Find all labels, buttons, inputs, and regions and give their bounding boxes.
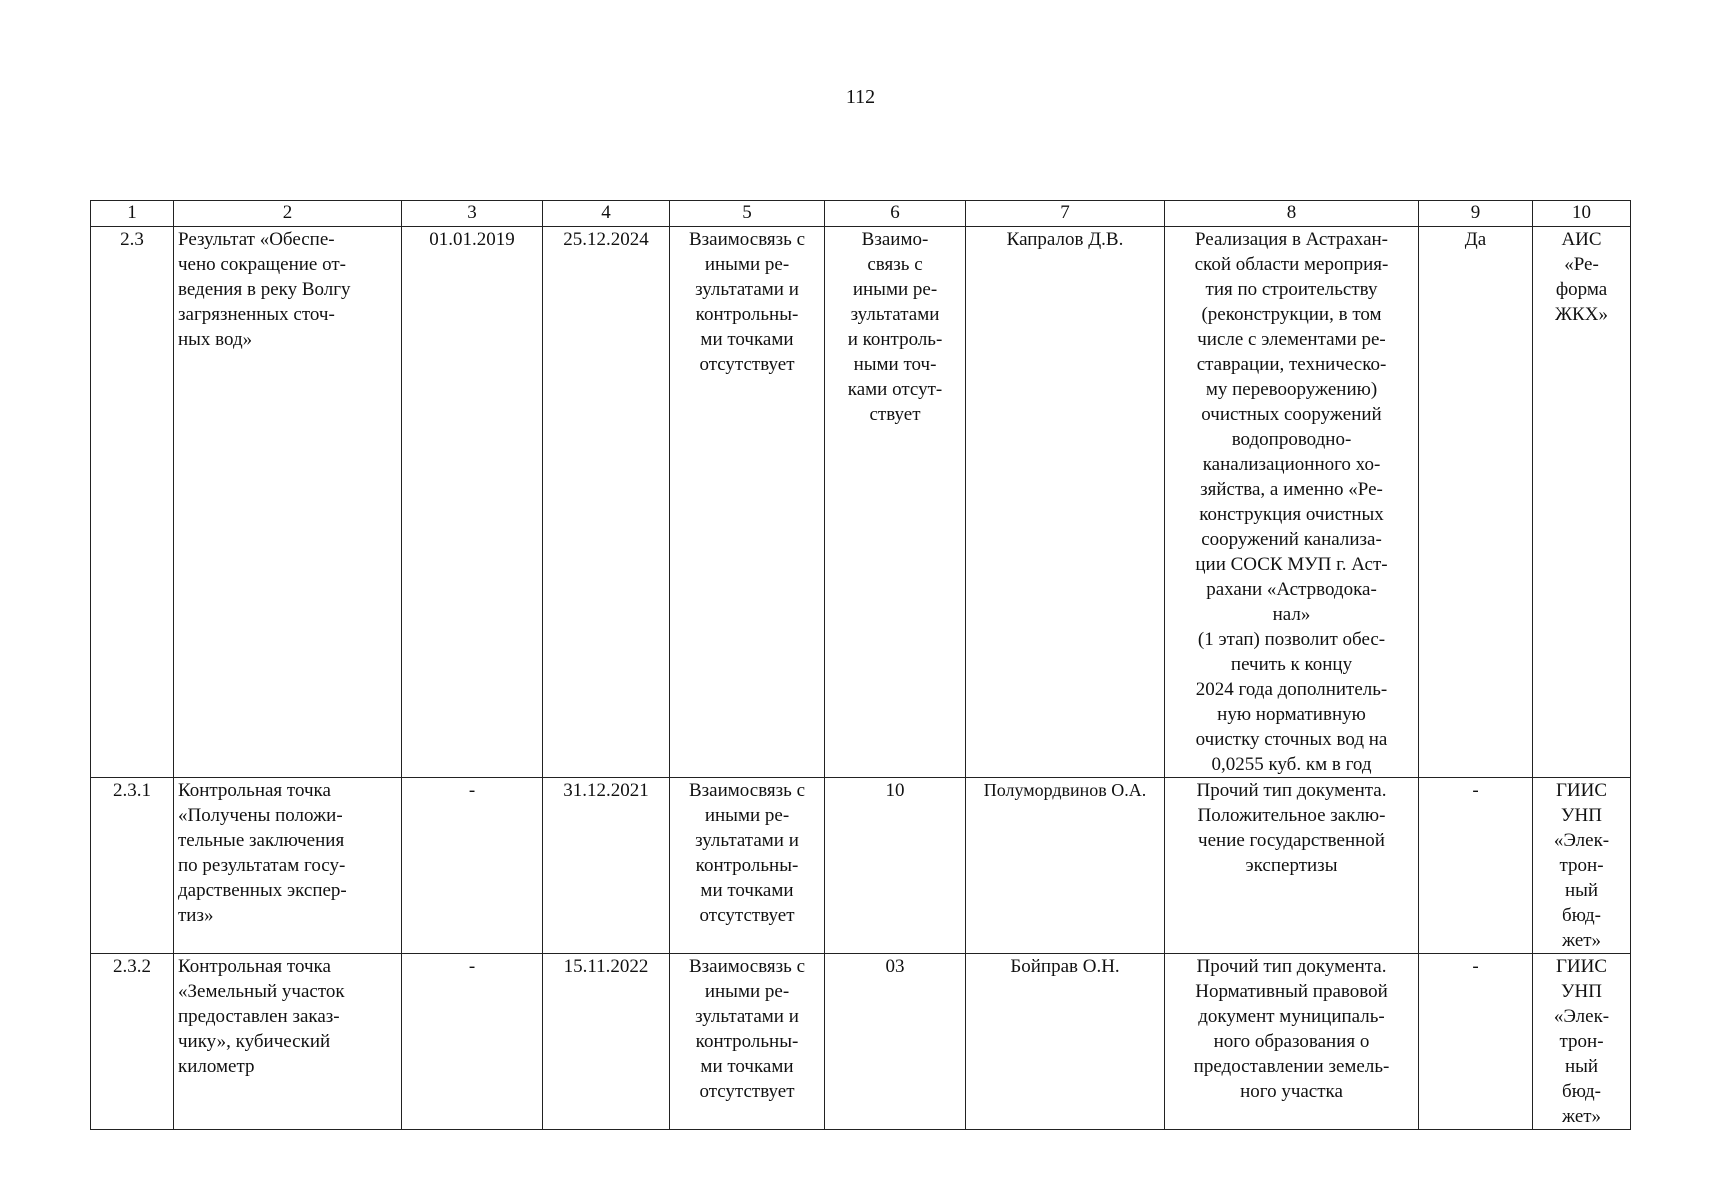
row-system: ГИИС УНП «Элек- трон- ный бюд- жет» bbox=[1533, 778, 1631, 954]
column-number-row bbox=[91, 201, 1631, 227]
table-row bbox=[91, 227, 1631, 778]
row-col9: Да bbox=[1419, 227, 1533, 778]
row-col6: 10 bbox=[825, 778, 966, 954]
row-number: 2.3 bbox=[91, 227, 174, 778]
row-name: Контрольная точка «Земельный участок предоставлен заказ- чику», кубический километр bbox=[174, 954, 402, 1130]
row-end-date: 25.12.2024 bbox=[543, 227, 670, 778]
row-system: ГИИС УНП «Элек- трон- ный бюд- жет» bbox=[1533, 954, 1631, 1130]
row-number: 2.3.2 bbox=[91, 954, 174, 1130]
results-table bbox=[90, 200, 1631, 1130]
row-end-date: 31.12.2021 bbox=[543, 778, 670, 954]
column-header: 2 bbox=[174, 201, 402, 227]
row-responsible: Капралов Д.В. bbox=[966, 227, 1165, 778]
row-description: Прочий тип документа. Нормативный правовой документ муниципаль- ного образования о предоставлении земель- ного участка bbox=[1165, 954, 1419, 1130]
column-header: 1 bbox=[91, 201, 174, 227]
row-col9: - bbox=[1419, 954, 1533, 1130]
row-system: АИС «Ре- форма ЖКХ» bbox=[1533, 227, 1631, 778]
column-header: 10 bbox=[1533, 201, 1631, 227]
row-col6: Взаимо- связь с иными ре- зультатами и контроль- ными точ- ками отсут- ствует bbox=[825, 227, 966, 778]
row-start-date: - bbox=[402, 778, 543, 954]
row-description: Прочий тип документа. Положительное заклю- чение государственной экспертизы bbox=[1165, 778, 1419, 954]
table-row bbox=[91, 954, 1631, 1130]
column-header: 7 bbox=[966, 201, 1165, 227]
row-start-date: 01.01.2019 bbox=[402, 227, 543, 778]
row-link: Взаимосвязь с иными ре- зультатами и контрольны- ми точками отсутствует bbox=[670, 227, 825, 778]
row-description: Реализация в Астрахан- ской области мероприя- тия по строительству (реконструкции, в том числе с элементами ре- ставрации, техническо- му перевооружению) очистных сооружений водопроводно- канализационного хо- зяйства, а именно «Ре- конструкция очистных сооружений канализа- ции СОСК МУП г. Аст- рахани «Астрводока- нал» (1 этап) позволит обес- печить к концу 2024 года дополнитель- ную нормативную очистку сточных вод на 0,0255 куб. км в год bbox=[1165, 227, 1419, 778]
row-responsible: Бойправ О.Н. bbox=[966, 954, 1165, 1130]
table-row bbox=[91, 778, 1631, 954]
row-responsible: Полумордвинов О.А. bbox=[966, 778, 1165, 954]
row-link: Взаимосвязь с иными ре- зультатами и контрольны- ми точками отсутствует bbox=[670, 778, 825, 954]
row-link: Взаимосвязь с иными ре- зультатами и контрольны- ми точками отсутствует bbox=[670, 954, 825, 1130]
row-col9: - bbox=[1419, 778, 1533, 954]
row-name: Результат «Обеспе- чено сокращение от- ведения в реку Волгу загрязненных сточ- ных вод» bbox=[174, 227, 402, 778]
column-header: 3 bbox=[402, 201, 543, 227]
column-header: 8 bbox=[1165, 201, 1419, 227]
column-header: 5 bbox=[670, 201, 825, 227]
row-end-date: 15.11.2022 bbox=[543, 954, 670, 1130]
row-start-date: - bbox=[402, 954, 543, 1130]
row-col6: 03 bbox=[825, 954, 966, 1130]
row-number: 2.3.1 bbox=[91, 778, 174, 954]
row-name: Контрольная точка «Получены положи- тельные заключения по результатам госу- дарственных экспер- тиз» bbox=[174, 778, 402, 954]
page-number: 112 bbox=[845, 86, 876, 108]
column-header: 6 bbox=[825, 201, 966, 227]
column-header: 9 bbox=[1419, 201, 1533, 227]
column-header: 4 bbox=[543, 201, 670, 227]
